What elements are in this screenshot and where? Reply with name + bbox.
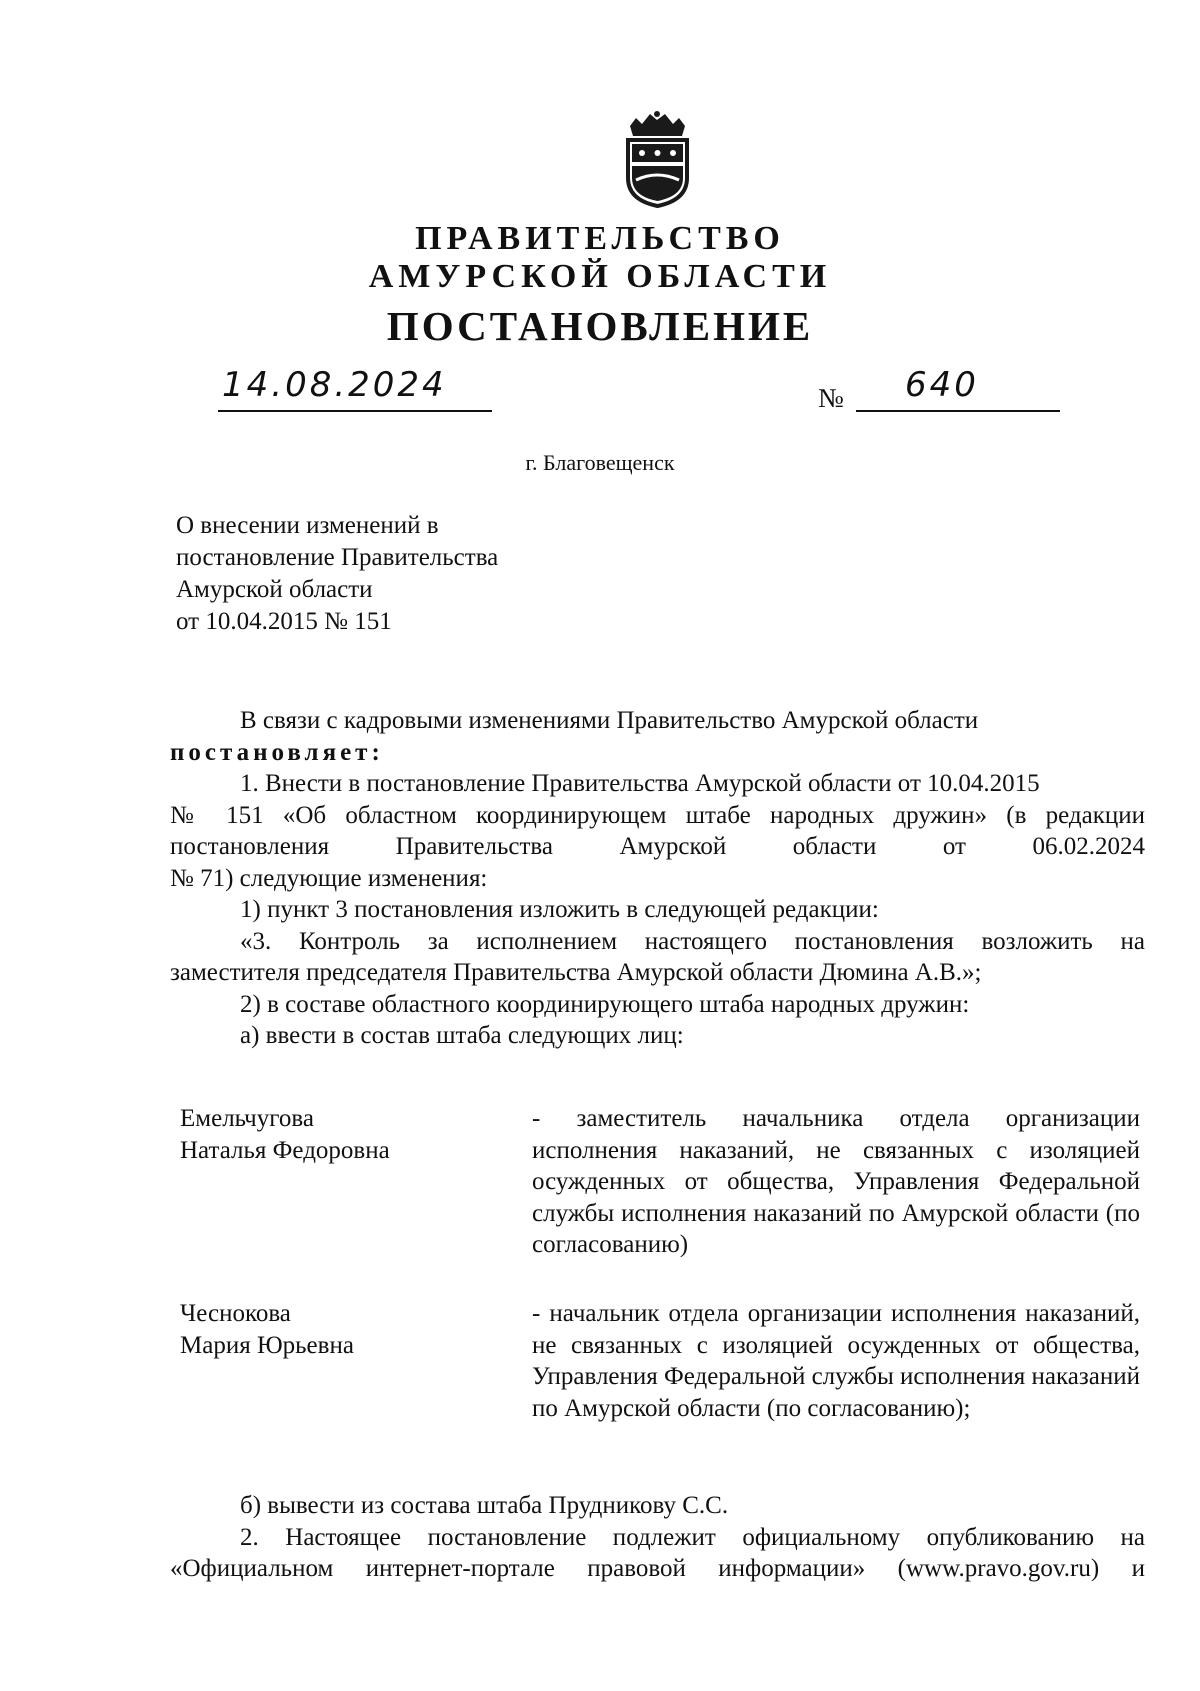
resolves-word: постановляет: — [170, 738, 384, 766]
subitem-2: 2) в составе областного координирующего штаба народных дружин: — [240, 990, 970, 1018]
document-type-title: ПОСТАНОВЛЕНИЕ — [386, 303, 814, 349]
member-role: - заместитель начальника отдела организации исполнения наказаний, не связанных с изоляцией осужденных от общества, Управления Федеральной службы исполнения наказаний по Амурской области (по согласованию) — [532, 1105, 1140, 1258]
item2-line: 2. Настоящее постановление подлежит официальному опубликованию на — [240, 1523, 1145, 1551]
city-name: г. Благовещенск — [525, 450, 675, 475]
member-name — [180, 1298, 510, 1361]
member-surname: Емельчугова — [180, 1105, 314, 1132]
number-sign: № — [818, 383, 844, 413]
subitem-1: 1) пункт 3 постановления изложить в следующей редакции: — [240, 896, 879, 923]
quote-line: «3. Контроль за исполнением настоящего постановления возложить на — [240, 927, 1145, 955]
item2-line: «Официальном интернет-портале правовой информации» (www.pravo.gov.ru) и — [170, 1555, 1145, 1582]
item1-line: № 71) следующие изменения: — [170, 864, 488, 892]
subject-line: Амурской области — [176, 576, 373, 603]
subitem-2a: а) ввести в состав штаба следующих лиц: — [240, 1022, 684, 1049]
org-name-line1: ПРАВИТЕЛЬСТВО — [415, 220, 785, 257]
subject-line: О внесении изменений в — [176, 512, 439, 539]
quote-line: заместителя председателя Правительства Амурской области Дюмина А.В.»; — [170, 959, 982, 986]
member-given-name: Мария Юрьевна — [180, 1331, 354, 1359]
document-tail — [170, 1490, 1145, 1585]
document-number: 640 — [905, 365, 979, 405]
member-surname: Чеснокова — [180, 1300, 291, 1327]
item1-line: № 151 «Об областном координирующем штабе народных дружин» (в редакции — [170, 801, 1145, 829]
subject-line: постановление Правительства — [176, 544, 499, 571]
document-subject — [176, 510, 596, 638]
subitem-2b: б) вывести из состава штаба Прудникову С.С. — [240, 1492, 729, 1519]
subject-line: от 10.04.2015 № 151 — [176, 608, 392, 635]
member-name — [180, 1103, 510, 1166]
number-underline — [856, 410, 1060, 412]
member-given-name: Наталья Федоровна — [180, 1136, 390, 1164]
item1-line: 1. Внести в постановление Правительства Амурской области от 10.04.2015 — [240, 770, 1040, 797]
document-body — [170, 705, 1145, 1052]
coat-of-arms-icon — [620, 108, 695, 208]
org-name-line2: АМУРСКОЙ ОБЛАСТИ — [368, 258, 832, 295]
document-date: 14.08.2024 — [222, 365, 447, 405]
intro-paragraph: В связи с кадровыми изменениями Правительство Амурской области — [240, 707, 979, 734]
item1-line: постановления Правительства Амурской области от 06.02.2024 — [170, 833, 1145, 860]
date-underline — [218, 410, 492, 412]
member-role: - начальник отдела организации исполнения наказаний, не связанных с изоляцией осужденных от общества, Управления Федеральной службы исполнения наказаний по Амурской области (по согласованию); — [532, 1300, 1140, 1422]
